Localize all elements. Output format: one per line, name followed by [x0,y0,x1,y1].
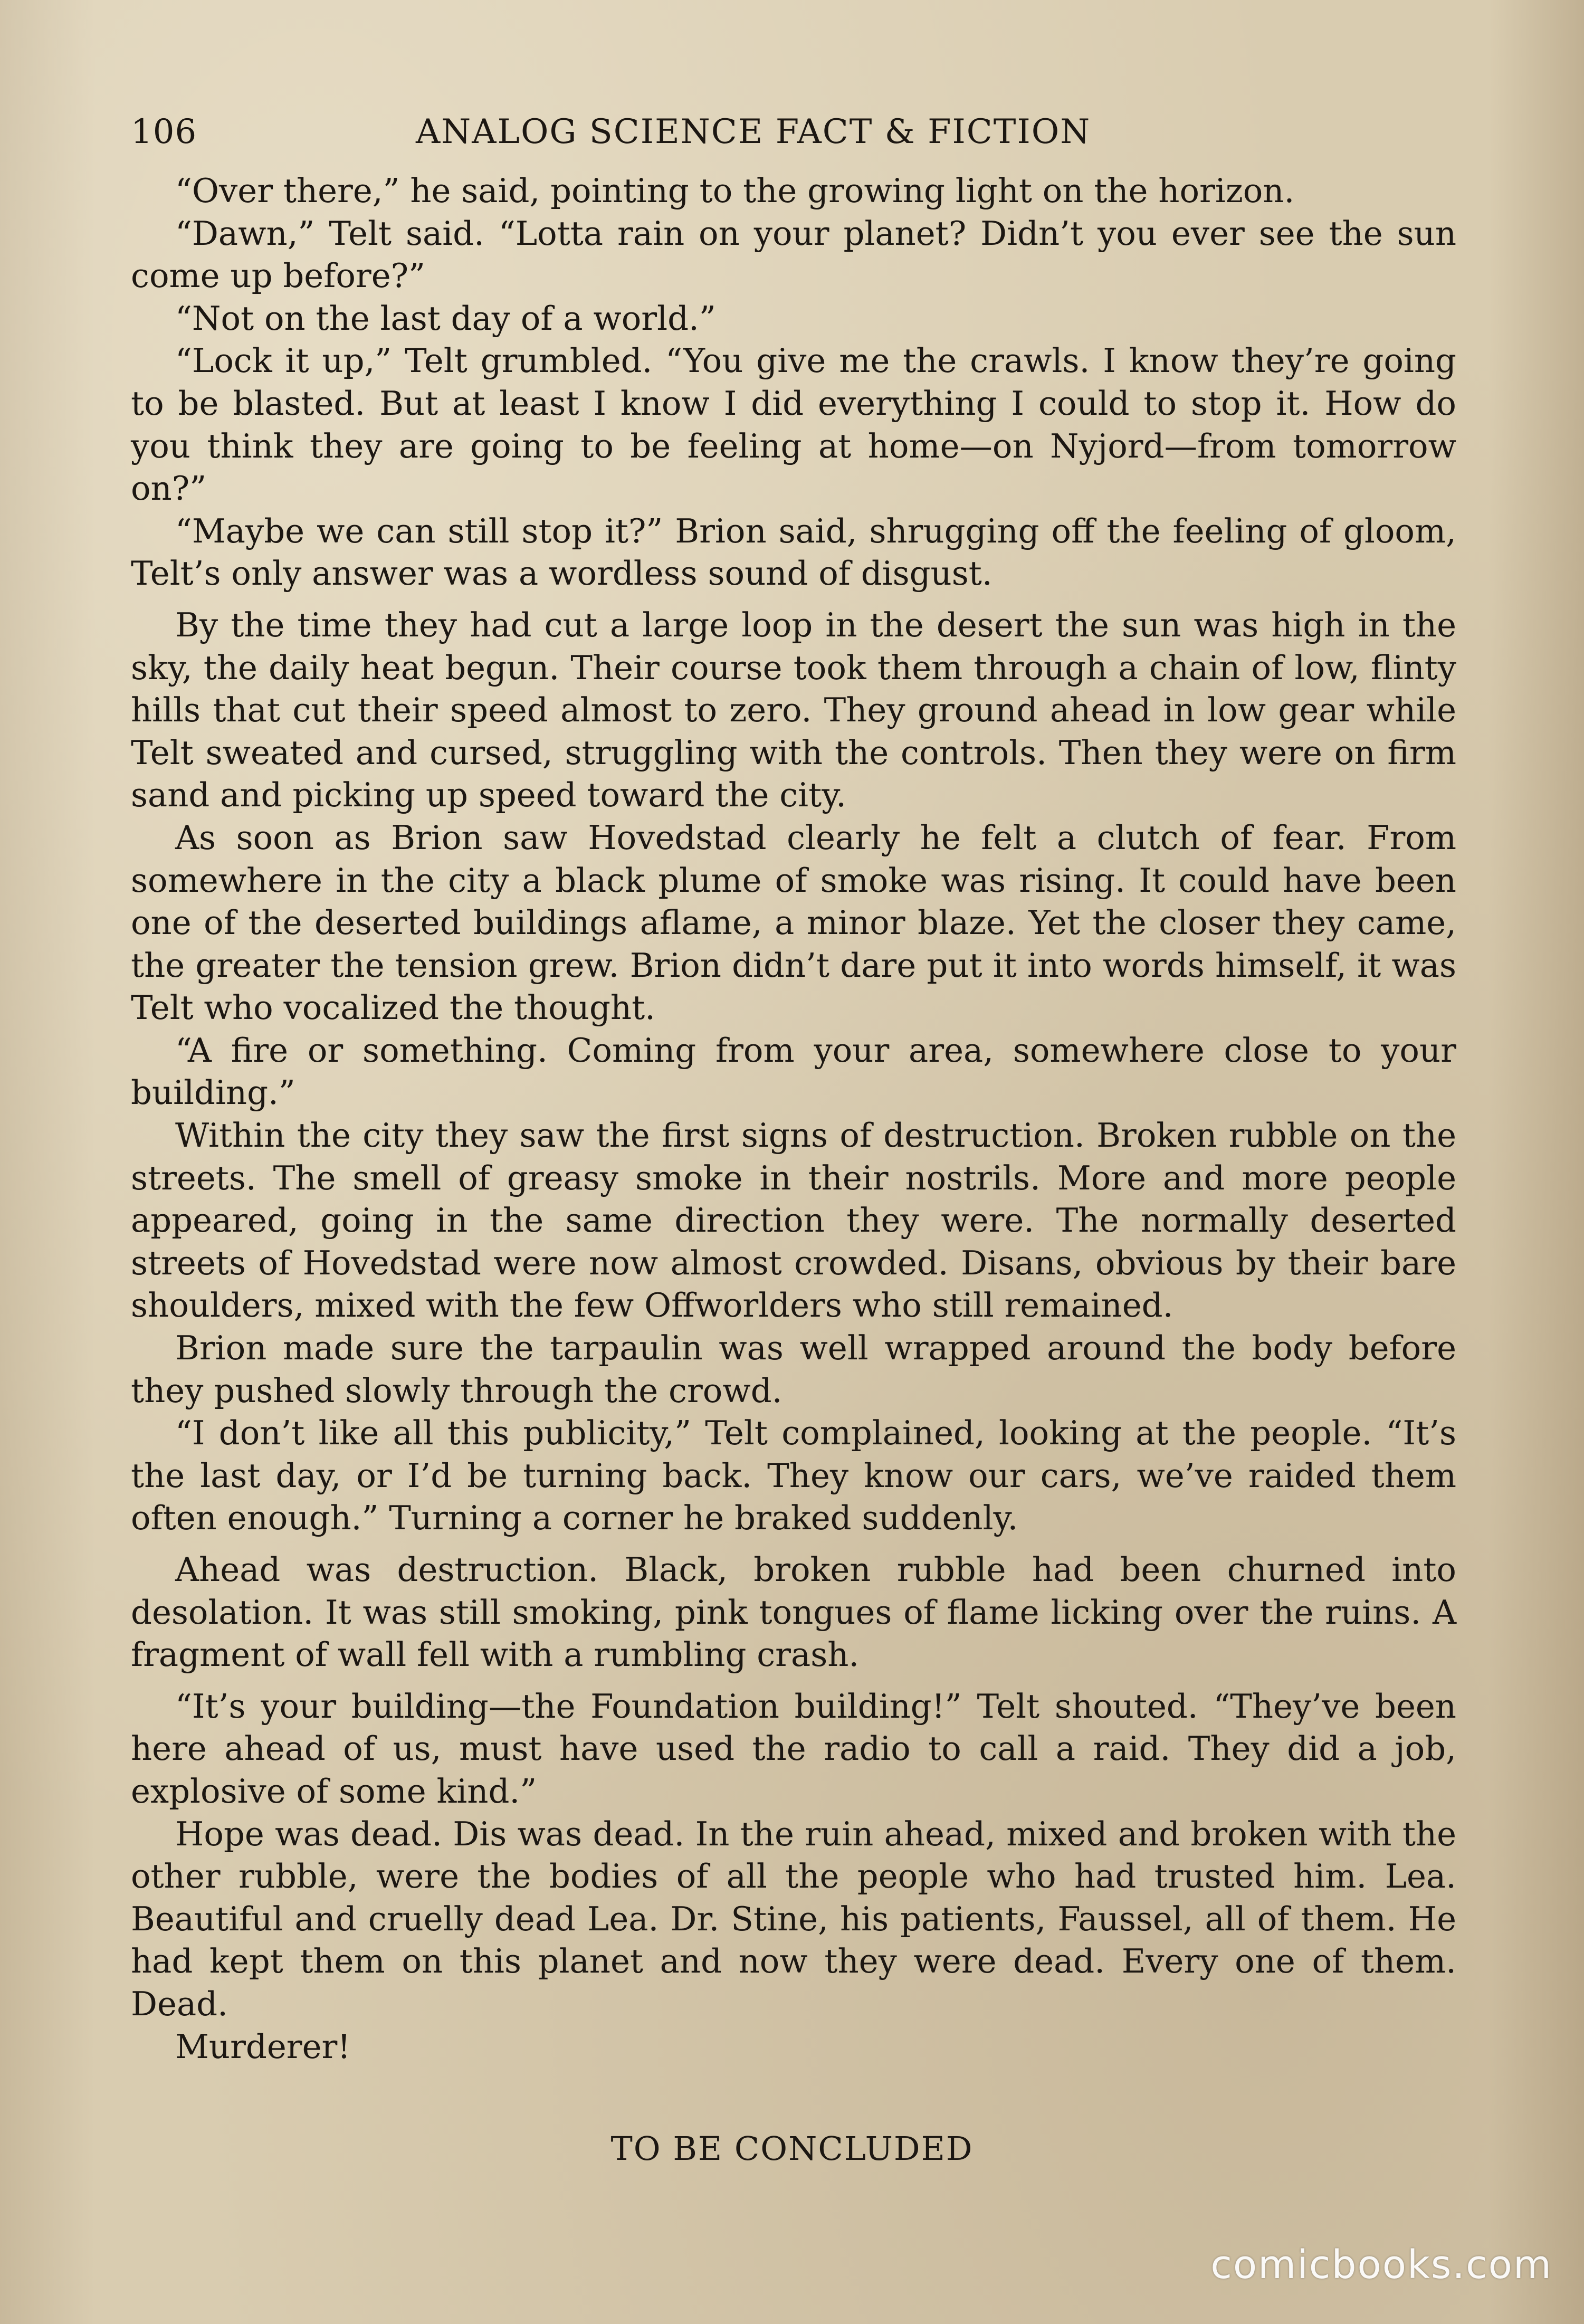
to-be-concluded: TO BE CONCLUDED [610,2129,974,2168]
paragraph: Hope was dead. Dis was dead. In the ruin ahead, mixed and broken with the other rubble, were the bodies of all the people who had trusted him. Lea. Beautiful and cruelly dead Lea. Dr. Stine, his patients, Faussel, all of them. He had kept them on this planet and now they were dead. Every one of them. Dead. [131,1814,1456,2023]
story-text [131,170,1456,2068]
paragraph: Ahead was destruction. Black, broken rubble had been churned into desolation. It was still smoking, pink tongues of flame licking over the ruins. A fragment of wall fell with a rumbling crash. [131,1550,1456,1674]
paragraph: “A fire or something. Coming from your area, somewhere close to your building.” [131,1031,1456,1112]
paragraph: Murderer! [175,2027,351,2066]
watermark: comicbooks.com [1210,2242,1552,2288]
running-head [131,103,1455,161]
paragraph: “Not on the last day of a world.” [175,299,716,338]
paragraph: As soon as Brion saw Hovedstad clearly he felt a clutch of fear. From somewhere in the city a black plume of smoke was rising. It could have been one of the deserted buildings aflame, a minor blaze. Yet the closer they came, the greater the tension grew. Brion didn’t dare put it into words himself, it was Telt who vocalized the thought. [131,818,1456,1027]
page-number: 106 [131,112,197,151]
paragraph: By the time they had cut a large loop in the desert the sun was high in the sky, the daily heat begun. Their course took them through a chain of low, flinty hills that cut their speed almost to zero. They ground ahead in low gear while Telt sweated and cursed, struggling with the controls. Then they were on firm sand and picking up speed toward the city. [131,605,1456,815]
magazine-title: ANALOG SCIENCE FACT & FICTION [416,112,1091,151]
paragraph: “It’s your building—the Foundation building!” Telt shouted. “They’ve been here ahead of us, must have used the radio to call a raid. They did a job, explosive of some kind.” [131,1687,1456,1811]
paragraph: Brion made sure the tarpaulin was well wrapped around the body before they pushed slowly through the crowd. [131,1329,1456,1410]
paragraph: “I don’t like all this publicity,” Telt complained, looking at the people. “It’s the last day, or I’d be turning back. They know our cars, we’ve raided them often enough.” Turning a corner he braked suddenly. [131,1414,1456,1538]
paragraph: “Over there,” he said, pointing to the growing light on the horizon. [175,172,1295,210]
paragraph: “Lock it up,” Telt grumbled. “You give me the crawls. I know they’re going to be blasted. But at least I know I did everything I could to stop it. How do you think they are going to be feeling at home—on Nyjord—from tomorrow on?” [131,341,1456,508]
paragraph: Within the city they saw the first signs of destruction. Broken rubble on the streets. The smell of greasy smoke in their nostrils. More and more people appeared, going in the same direction they were. The normally deserted streets of Hovedstad were now almost crowded. Disans, obvious by their bare shoulders, mixed with the few Offworlders who still remained. [131,1116,1456,1325]
paragraph: “Maybe we can still stop it?” Brion said, shrugging off the feeling of gloom, Telt’s only answer was a wordless sound of disgust. [131,511,1456,593]
paragraph: “Dawn,” Telt said. “Lotta rain on your planet? Didn’t you ever see the sun come up before?” [131,214,1456,296]
